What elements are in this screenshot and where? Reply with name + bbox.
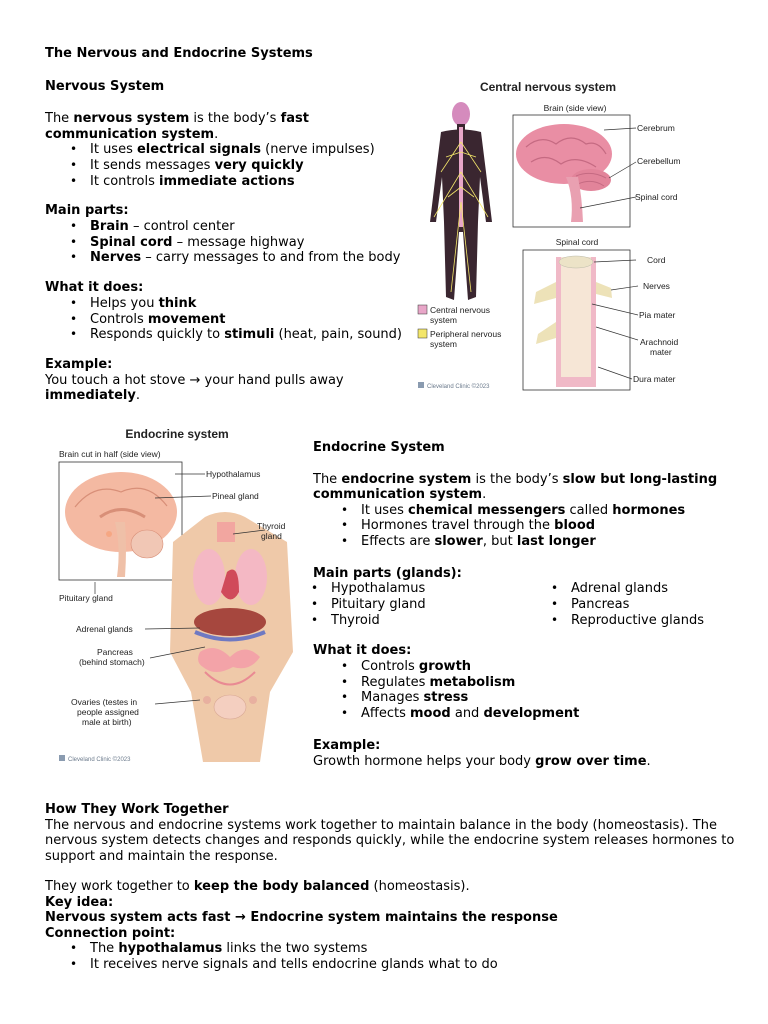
svg-text:Dura mater: Dura mater (633, 374, 676, 384)
svg-text:Hypothalamus: Hypothalamus (206, 469, 261, 479)
svg-text:Brain (side view): Brain (side view) (543, 103, 607, 113)
list-item: • Hypothalamus (331, 581, 426, 597)
list-item: • Regulates metabolism (361, 675, 717, 691)
nervous-does-list (90, 296, 402, 343)
svg-text:Peripheral nervous: Peripheral nervous (430, 329, 502, 339)
together-para-line: The nervous and endocrine systems work together to maintain balance in the body (homeostasis). The (45, 817, 717, 833)
list-item: • Affects mood and development (361, 706, 717, 722)
central-nervous-system-figure (406, 72, 690, 398)
list-item: • It sends messages very quickly (90, 158, 402, 174)
glands-left-list (331, 581, 426, 628)
nervous-parts-heading: Main parts: (45, 203, 129, 219)
together-para-line: support and maintain the response. (45, 848, 278, 864)
cns-figure-title: Central nervous system (479, 80, 617, 94)
svg-text:Ovaries (testes in: Ovaries (testes in (71, 697, 138, 707)
svg-text:Arachnoid: Arachnoid (640, 337, 679, 347)
list-item: • Effects are slower, but last longer (361, 534, 717, 550)
connection-heading: Connection point: (45, 925, 176, 941)
list-item: • It controls immediate actions (90, 174, 402, 190)
svg-text:Nerves: Nerves (643, 281, 670, 291)
list-item: • Spinal cord – message highway (90, 235, 402, 251)
together-para-line: nervous system detects changes and responds quickly, while the endocrine system releases hormones to (45, 833, 735, 848)
key-idea-heading: Key idea: (45, 894, 114, 910)
nervous-uses-list (90, 142, 402, 189)
svg-text:Pituitary gland: Pituitary gland (59, 593, 113, 603)
key-idea-text: Nervous system acts fast → Endocrine system maintains the response (45, 910, 558, 925)
svg-text:gland: gland (261, 531, 282, 541)
svg-text:Adrenal glands: Adrenal glands (76, 624, 133, 634)
svg-text:system: system (430, 315, 457, 325)
svg-text:mater: mater (650, 347, 672, 357)
list-item: • It uses chemical messengers called hormones (361, 503, 717, 519)
svg-text:Cleveland Clinic ©2023: Cleveland Clinic ©2023 (427, 384, 490, 390)
list-item: • Adrenal glands (571, 581, 704, 597)
svg-text:male at birth): male at birth) (82, 717, 132, 727)
nervous-section: The Nervous and Endocrine Systems Nervous System The nervous system is the body’s fast communication system. • It uses electrical signals (nerve impulses) • It sends messages very quickly • It controls immediate actions Main parts: • Brain – control center • Spinal cord – message highway • Nerves – carry messages to and from the body What it does: • Helps you think • Controls movement • Responds quickly to stimuli (heat, pain, sound) Example: You touch a hot stove → your hand pulls away immediately. (45, 46, 402, 404)
svg-text:Central nervous: Central nervous (430, 305, 491, 315)
svg-text:Brain cut in half (side view): Brain cut in half (side view) (59, 449, 161, 459)
list-item: • Controls growth (361, 659, 717, 675)
nervous-example-heading: Example: (45, 357, 113, 373)
together-heading: How They Work Together (45, 802, 229, 817)
glands-right-list (571, 581, 704, 628)
list-item: • Reproductive glands (571, 613, 704, 629)
svg-text:Cerebrum: Cerebrum (637, 123, 675, 133)
nervous-example-text: You touch a hot stove → your hand pulls away (45, 372, 344, 388)
list-item: • Brain – control center (90, 219, 402, 235)
doc-title: The Nervous and Endocrine Systems (45, 46, 313, 61)
list-item: • It uses electrical signals (nerve impulses) (90, 142, 402, 158)
nervous-intro: The nervous system is the body’s fast (45, 111, 309, 126)
list-item: • Helps you think (90, 296, 402, 312)
endocrine-illustration (55, 422, 298, 768)
endocrine-system-figure (55, 422, 298, 768)
endocrine-example-text: Growth hormone helps your body grow over time. (313, 753, 651, 769)
cleveland-clinic-logo-icon (418, 382, 424, 388)
list-item: • Hormones travel through the blood (361, 518, 717, 534)
svg-text:Spinal cord: Spinal cord (555, 237, 599, 247)
cleveland-clinic-logo-icon (59, 755, 65, 761)
svg-text:Cord: Cord (647, 255, 666, 265)
cns-illustration (406, 72, 690, 398)
together-section (45, 802, 734, 973)
svg-text:Pia mater: Pia mater (639, 310, 676, 320)
svg-text:system: system (430, 339, 457, 349)
endocrine-parts-heading: Main parts (glands): (313, 565, 462, 581)
list-item: • Pancreas (571, 597, 704, 613)
svg-text:Thyroid: Thyroid (257, 521, 286, 531)
endocrine-does-list (361, 659, 717, 722)
nervous-does-heading: What it does: (45, 280, 144, 296)
list-item: • Responds quickly to stimuli (heat, pain, sound) (90, 327, 402, 343)
list-item: • Pituitary gland (331, 597, 426, 613)
endocrine-uses-list (361, 503, 717, 550)
svg-text:Spinal cord: Spinal cord (635, 192, 678, 202)
endocrine-intro: The endocrine system is the body’s slow but long-lasting (313, 471, 718, 487)
svg-text:Pineal gland: Pineal gland (212, 491, 259, 501)
svg-text:people assigned: people assigned (77, 707, 139, 717)
list-item: • The hypothalamus links the two systems (90, 941, 734, 957)
svg-text:(behind stomach): (behind stomach) (79, 657, 145, 667)
list-item: • Thyroid (331, 613, 426, 629)
glands-columns (313, 581, 717, 629)
balanced-line: They work together to keep the body balanced (homeostasis). (45, 879, 470, 894)
endocrine-figure-title: Endocrine system (125, 427, 229, 441)
list-item: • Nerves – carry messages to and from the body (90, 250, 402, 266)
endocrine-heading: Endocrine System (313, 440, 445, 455)
svg-text:Cerebellum: Cerebellum (637, 156, 681, 166)
list-item: • Manages stress (361, 690, 717, 706)
connection-list (90, 941, 734, 973)
list-item: • It receives nerve signals and tells endocrine glands what to do (90, 957, 734, 973)
list-item: • Controls movement (90, 312, 402, 328)
svg-text:Cleveland Clinic ©2023: Cleveland Clinic ©2023 (68, 757, 131, 763)
endocrine-does-heading: What it does: (313, 643, 412, 659)
svg-text:Pancreas: Pancreas (97, 647, 133, 657)
nervous-heading: Nervous System (45, 78, 165, 94)
endocrine-example-heading: Example: (313, 738, 381, 754)
nervous-parts-list (90, 219, 402, 266)
endocrine-section: Endocrine System The endocrine system is the body’s slow but long-lasting communication system. • It uses chemical messengers called hormones • Hormones travel through the blood • Effects are slower, but last longer Main parts (glands): • Hypothalamus • Pituitary gland • Thyroid • Adrenal glands • Pancreas • Reproductive glands What it does: • Controls growth • Regulates metabolism • Manages stress • Affects mood and development Example: Growth hormone helps your body grow over time. (313, 440, 717, 769)
